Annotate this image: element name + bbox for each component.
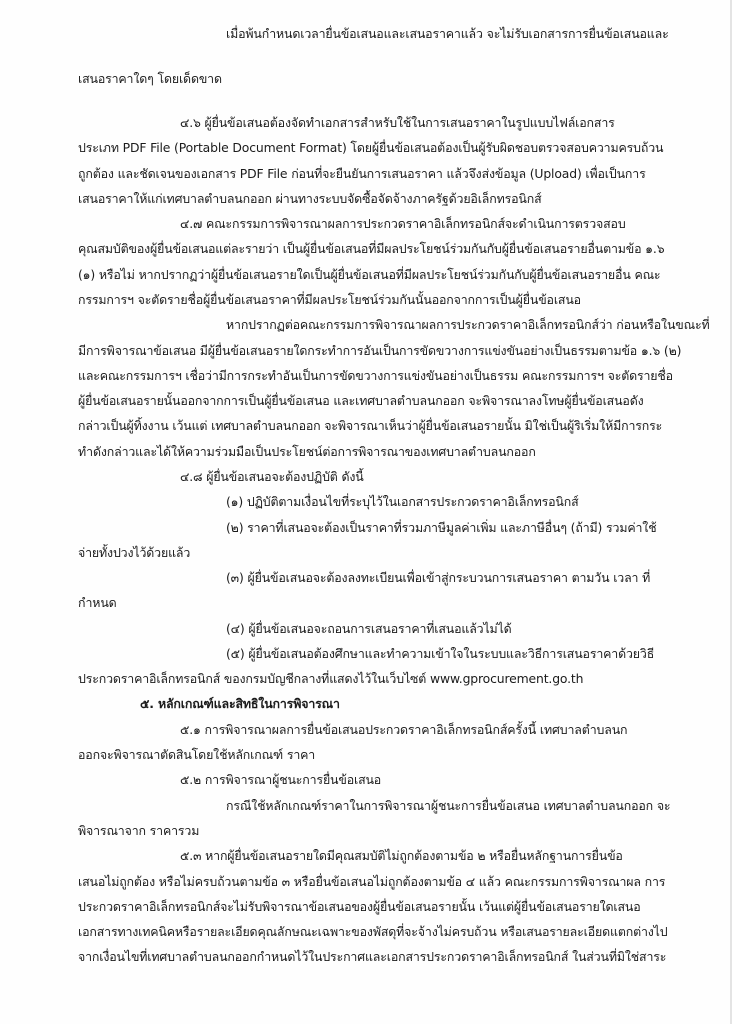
- paragraph-line: เสนอราคาให้แก่เทศบาลตำบลนกออก ผ่านทางระบบจัดซื้อจัดจ้างภาครัฐด้วยอิเล็กทรอนิกส์: [78, 191, 542, 206]
- paragraph-line: จ่ายทั้งปวงไว้ด้วยแล้ว: [78, 545, 191, 560]
- paragraph-line: เสนอราคาใดๆ โดยเด็ดขาด: [78, 71, 222, 86]
- paragraph-line: พิจารณาจาก ราคารวม: [78, 823, 200, 838]
- paragraph-line: และคณะกรรมการฯ เชื่อว่ามีการกระทำอันเป็นการขัดขวางการแข่งขันอย่างเป็นธรรม คณะกรรมการฯ จะตัดรายชื่อ: [78, 368, 673, 383]
- paragraph-line: ประกวดราคาอิเล็กทรอนิกส์จะไม่รับพิจารณาข้อเสนอของผู้ยื่นข้อเสนอรายนั้น เว้นแต่ผู้ยื่นข้อเสนอรายใดเสนอ: [78, 899, 641, 914]
- paragraph-line: หากปรากฏต่อคณะกรรมการพิจารณาผลการประกวดราคาอิเล็กทรอนิกส์ว่า ก่อนหรือในขณะที่: [226, 317, 710, 332]
- clause-4-8: ๔.๘ ผู้ยื่นข้อเสนอจะต้องปฏิบัติ ดังนี้: [180, 469, 364, 484]
- clause-5-3: ๕.๓ หากผู้ยื่นข้อเสนอรายใดมีคุณสมบัติไม่ถูกต้องตามข้อ ๒ หรือยื่นหลักฐานการยื่นข้อ: [180, 848, 623, 863]
- section-5-heading: ๕. หลักเกณฑ์และสิทธิในการพิจารณา: [140, 696, 340, 711]
- paragraph-line: ประเภท PDF File (Portable Document Format) โดยผู้ยื่นข้อเสนอต้องเป็นผู้รับผิดชอบตรวจสอบความครบถ้วน: [78, 140, 664, 155]
- paragraph-line: กรรมการฯ จะตัดรายชื่อผู้ยื่นข้อเสนอราคาที่มีผลประโยชน์ร่วมกันนั้นออกจากการเป็นผู้ยื่นข้อเสนอ: [78, 292, 581, 307]
- sub-item-5: (๕) ผู้ยื่นข้อเสนอต้องศึกษาและทำความเข้าใจในระบบและวิธีการเสนอราคาด้วยวิธี: [226, 646, 655, 661]
- sub-item-4: (๔) ผู้ยื่นข้อเสนอจะถอนการเสนอราคาที่เสนอแล้วไม่ได้: [226, 621, 512, 636]
- paragraph-line: ผู้ยื่นข้อเสนอรายนั้นออกจากการเป็นผู้ยื่นข้อเสนอ และเทศบาลตำบลนกออก จะพิจารณาลงโทษผู้ยื่นข้อเสนอดัง: [78, 393, 644, 408]
- paragraph-line: ถูกต้อง และชัดเจนของเอกสาร PDF File ก่อนที่จะยืนยันการเสนอราคา แล้วจึงส่งข้อมูล (Upload) เพื่อเป็นการ: [78, 166, 646, 181]
- paragraph-line: ทำดังกล่าวและได้ให้ความร่วมมือเป็นประโยชน์ต่อการพิจารณาของเทศบาลตำบลนกออก: [78, 444, 536, 459]
- sub-item-3: (๓) ผู้ยื่นข้อเสนอจะต้องลงทะเบียนเพื่อเข้าสู่กระบวนการเสนอราคา ตามวัน เวลา ที่: [226, 570, 651, 585]
- paragraph-line: เมื่อพ้นกำหนดเวลายื่นข้อเสนอและเสนอราคาแล้ว จะไม่รับเอกสารการยื่นข้อเสนอและ: [226, 26, 669, 41]
- clause-4-6: ๔.๖ ผู้ยื่นข้อเสนอต้องจัดทำเอกสารสำหรับใช้ในการเสนอราคาในรูปแบบไฟล์เอกสาร: [180, 115, 615, 130]
- paragraph-line: กำหนด: [78, 595, 117, 610]
- paragraph-line: ออกจะพิจารณาตัดสินโดยใช้หลักเกณฑ์ ราคา: [78, 747, 316, 762]
- paragraph-line: มีการพิจารณาข้อเสนอ มีผู้ยื่นข้อเสนอรายใดกระทำการอันเป็นการขัดขวางการแข่งขันอย่างเป็นธรรมตามข้อ ๑.๖ (๒): [78, 343, 682, 358]
- paragraph-line: (๑) หรือไม่ หากปรากฏว่าผู้ยื่นข้อเสนอรายใดเป็นผู้ยื่นข้อเสนอที่มีผลประโยชน์ร่วมกันกับผู้ยื่นข้อเสนอรายอื่น คณะ: [78, 267, 661, 282]
- clause-5-2: ๕.๒ การพิจารณาผู้ชนะการยื่นข้อเสนอ: [180, 772, 382, 787]
- clause-4-7: ๔.๗ คณะกรรมการพิจารณาผลการประกวดราคาอิเล็กทรอนิกส์จะดำเนินการตรวจสอบ: [180, 216, 626, 231]
- clause-5-1: ๕.๑ การพิจารณาผลการยื่นข้อเสนอประกวดราคาอิเล็กทรอนิกส์ครั้งนี้ เทศบาลตำบลนก: [180, 722, 628, 737]
- paragraph-line: กรณีใช้หลักเกณฑ์ราคาในการพิจารณาผู้ชนะการยื่นข้อเสนอ เทศบาลตำบลนกออก จะ: [226, 798, 671, 813]
- paragraph-line: เอกสารทางเทคนิคหรือรายละเอียดคุณลักษณะเฉพาะของพัสดุที่จะจ้างไม่ครบถ้วน หรือเสนอรายละเอียดแตกต่างไป: [78, 924, 668, 939]
- paragraph-line: ประกวดราคาอิเล็กทรอนิกส์ ของกรมบัญชีกลางที่แสดงไว้ในเว็บไซต์ www.gprocurement.go.th: [78, 671, 584, 686]
- paragraph-line: เสนอไม่ถูกต้อง หรือไม่ครบถ้วนตามข้อ ๓ หรือยื่นข้อเสนอไม่ถูกต้องตามข้อ ๔ แล้ว คณะกรรมการพิจารณาผล การ: [78, 874, 666, 889]
- sub-item-1: (๑) ปฏิบัติตามเงื่อนไขที่ระบุไว้ในเอกสารประกวดราคาอิเล็กทรอนิกส์: [226, 494, 579, 509]
- paragraph-line: คุณสมบัติของผู้ยื่นข้อเสนอแต่ละรายว่า เป็นผู้ยื่นข้อเสนอที่มีผลประโยชน์ร่วมกันกับผู้ยื่นข้อเสนอรายอื่นตามข้อ ๑.๖: [78, 241, 665, 256]
- paragraph-line: จากเงื่อนไขที่เทศบาลตำบลนกออกกำหนดไว้ในประกาศและเอกสารประกวดราคาอิเล็กทรอนิกส์ ในส่วนที่มิใช่สาระ: [78, 949, 667, 964]
- sub-item-2: (๒) ราคาที่เสนอจะต้องเป็นราคาที่รวมภาษีมูลค่าเพิ่ม และภาษีอื่นๆ (ถ้ามี) รวมค่าใช้: [226, 520, 657, 535]
- paragraph-line: กล่าวเป็นผู้ทิ้งงาน เว้นแต่ เทศบาลตำบลนกออก จะพิจารณาเห็นว่าผู้ยื่นข้อเสนอรายนั้น มิใช่เป็นผู้ริเริ่มให้มีการกระ: [78, 418, 663, 433]
